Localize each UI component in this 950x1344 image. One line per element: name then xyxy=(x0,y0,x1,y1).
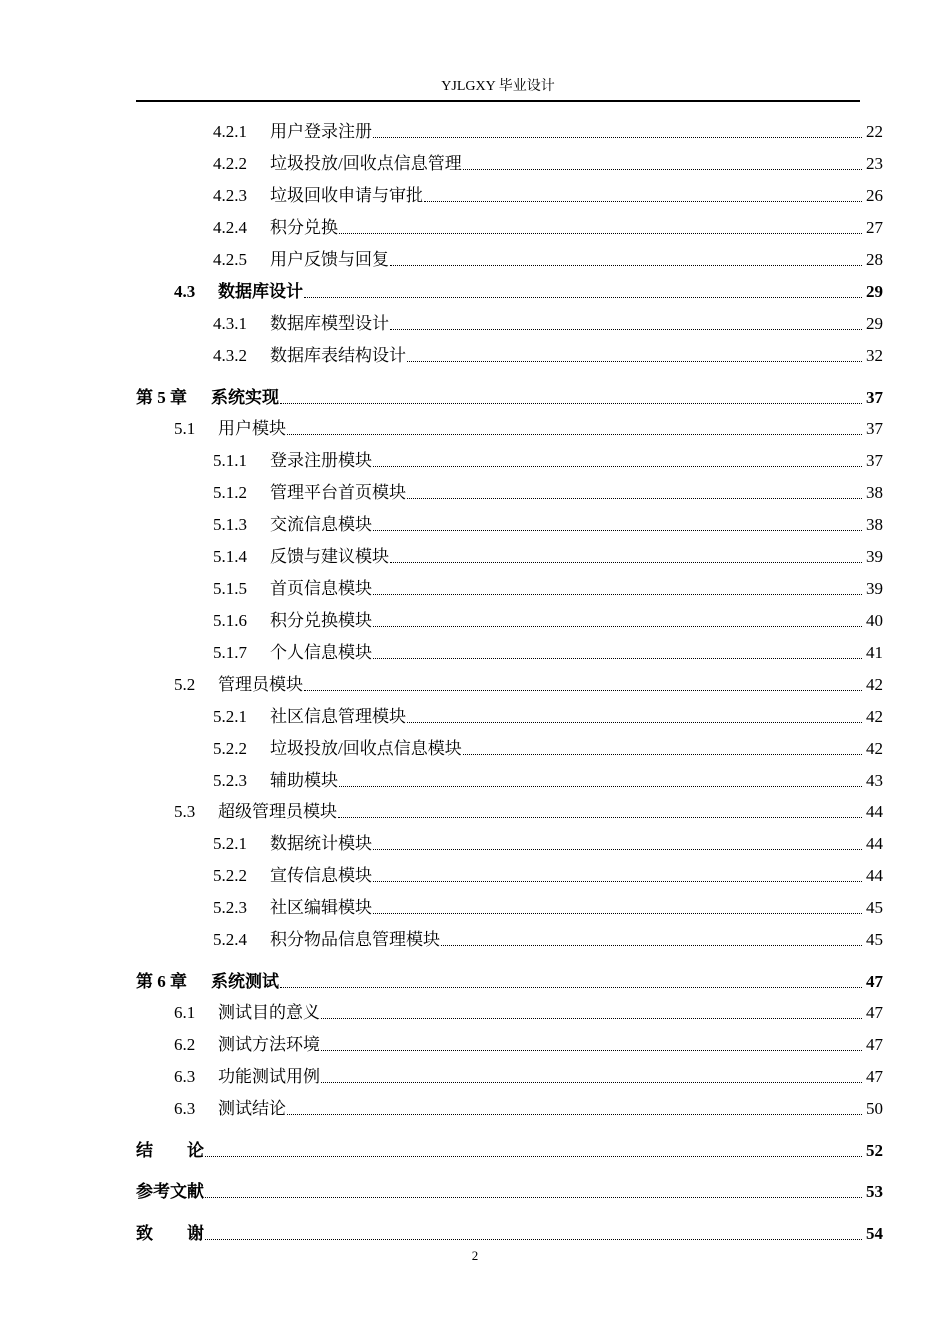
toc-dot-leader xyxy=(205,1156,862,1157)
toc-entry-title: 用户登录注册 xyxy=(270,122,372,141)
toc-dot-leader xyxy=(373,913,862,914)
toc-entry-number: 5.1.3 xyxy=(213,515,247,534)
toc-entry-number: 5.2.1 xyxy=(213,707,247,726)
toc-entry-page: 29 xyxy=(866,282,883,301)
toc-dot-leader xyxy=(407,361,862,362)
toc-entry[interactable] xyxy=(213,481,883,505)
toc-entry-page: 23 xyxy=(866,154,883,173)
toc-entry-page: 50 xyxy=(866,1099,883,1118)
toc-entry-page: 47 xyxy=(866,1067,883,1086)
page-header: YJLGXY 毕业设计 xyxy=(441,79,555,94)
toc-entry-title: 系统测试 xyxy=(211,972,279,991)
toc-dot-leader xyxy=(304,690,862,691)
toc-entry-number: 6.3 xyxy=(174,1099,196,1118)
toc-entry-title: 测试结论 xyxy=(218,1099,286,1118)
toc-dot-leader xyxy=(390,265,862,266)
toc-entry-page: 44 xyxy=(866,866,883,885)
toc-entry[interactable] xyxy=(174,800,883,824)
toc-entry-page: 29 xyxy=(866,314,883,333)
toc-dot-leader xyxy=(338,817,862,818)
toc-entry[interactable] xyxy=(213,344,883,368)
toc-entry-title: 垃圾投放/回收点信息管理 xyxy=(270,154,462,173)
toc-entry-number: 5.1.2 xyxy=(213,483,247,502)
toc-entry[interactable] xyxy=(136,1222,883,1246)
toc-dot-leader xyxy=(373,849,862,850)
toc-entry-title: 积分兑换 xyxy=(270,218,338,237)
toc-entry-page: 43 xyxy=(866,771,883,790)
toc-entry-page: 41 xyxy=(866,643,883,662)
toc-entry-number: 4.3 xyxy=(174,282,196,301)
toc-entry-number: 5.1.1 xyxy=(213,451,247,470)
header-rule xyxy=(136,100,860,102)
toc-dot-leader xyxy=(287,434,862,435)
toc-entry[interactable] xyxy=(213,609,883,633)
toc-dot-leader xyxy=(463,169,862,170)
toc-entry-title: 积分兑换模块 xyxy=(270,611,372,630)
toc-entry[interactable] xyxy=(213,705,883,729)
toc-entry[interactable] xyxy=(213,120,883,144)
toc-entry-title: 数据库设计 xyxy=(218,282,303,301)
toc-entry-page: 52 xyxy=(866,1141,883,1160)
toc-entry-title: 数据库表结构设计 xyxy=(270,346,406,365)
toc-entry[interactable] xyxy=(174,280,883,304)
toc-entry[interactable] xyxy=(213,545,883,569)
toc-entry-title: 垃圾回收申请与审批 xyxy=(270,186,423,205)
toc-dot-leader xyxy=(304,297,862,298)
toc-dot-leader xyxy=(373,530,862,531)
toc-entry-title: 参考文献 xyxy=(136,1182,204,1201)
toc-entry-page: 47 xyxy=(866,1035,883,1054)
toc-dot-leader xyxy=(373,626,862,627)
toc-entry-number: 5.2.3 xyxy=(213,771,247,790)
toc-entry[interactable] xyxy=(213,152,883,176)
toc-entry-page: 38 xyxy=(866,483,883,502)
toc-dot-leader xyxy=(407,498,862,499)
toc-entry-number: 4.2.4 xyxy=(213,218,247,237)
toc-entry-page: 44 xyxy=(866,834,883,853)
toc-entry[interactable] xyxy=(213,641,883,665)
toc-entry-page: 39 xyxy=(866,579,883,598)
toc-entry-title: 首页信息模块 xyxy=(270,579,372,598)
toc-entry-number: 5.2.3 xyxy=(213,898,247,917)
toc-entry-page: 37 xyxy=(866,419,883,438)
toc-dot-leader xyxy=(321,1082,862,1083)
toc-entry[interactable] xyxy=(174,1097,883,1121)
toc-entry-title: 用户反馈与回复 xyxy=(270,250,389,269)
toc-entry-title: 辅助模块 xyxy=(270,771,338,790)
toc-entry-number: 5.2.2 xyxy=(213,739,247,758)
toc-entry-title: 社区信息管理模块 xyxy=(270,707,406,726)
toc-entry-number: 5.2.2 xyxy=(213,866,247,885)
toc-dot-leader xyxy=(441,945,862,946)
toc-entry-page: 42 xyxy=(866,739,883,758)
toc-dot-leader xyxy=(205,1239,862,1240)
toc-entry-title: 系统实现 xyxy=(211,388,279,407)
toc-entry[interactable] xyxy=(213,248,883,272)
toc-entry-number: 5.2.4 xyxy=(213,930,247,949)
toc-entry-title: 登录注册模块 xyxy=(270,451,372,470)
toc-dot-leader xyxy=(339,786,862,787)
toc-entry[interactable] xyxy=(213,312,883,336)
toc-entry-page: 42 xyxy=(866,675,883,694)
toc-entry-number: 5.2 xyxy=(174,675,196,694)
toc-dot-leader xyxy=(424,201,862,202)
toc-entry[interactable] xyxy=(136,1139,883,1163)
toc-entry[interactable] xyxy=(213,864,883,888)
toc-entry-title: 用户模块 xyxy=(218,419,286,438)
toc-entry-page: 28 xyxy=(866,250,883,269)
toc-entry[interactable] xyxy=(213,513,883,537)
toc-entry-page: 53 xyxy=(866,1182,883,1201)
toc-dot-leader xyxy=(407,722,862,723)
toc-entry-number: 5.1.7 xyxy=(213,643,247,662)
toc-entry-title: 社区编辑模块 xyxy=(270,898,372,917)
toc-dot-leader xyxy=(373,466,862,467)
toc-entry-title: 测试方法环境 xyxy=(218,1035,320,1054)
toc-entry-title: 测试目的意义 xyxy=(218,1003,320,1022)
toc-dot-leader xyxy=(280,403,862,404)
toc-entry-page: 44 xyxy=(866,802,883,821)
toc-entry-title: 管理员模块 xyxy=(218,675,303,694)
toc-entry-title: 结 论 xyxy=(136,1141,204,1160)
toc-entry-title: 致 谢 xyxy=(136,1224,204,1243)
toc-entry[interactable] xyxy=(213,216,883,240)
toc-entry-title: 数据库模型设计 xyxy=(270,314,389,333)
toc-entry-page: 32 xyxy=(866,346,883,365)
toc-entry-number: 5.1.6 xyxy=(213,611,247,630)
toc-entry-page: 26 xyxy=(866,186,883,205)
toc-entry-page: 40 xyxy=(866,611,883,630)
toc-entry[interactable] xyxy=(174,417,883,441)
toc-entry[interactable] xyxy=(213,832,883,856)
page-number: 2 xyxy=(471,1248,479,1263)
toc-dot-leader xyxy=(287,1114,862,1115)
toc-entry[interactable] xyxy=(213,449,883,473)
toc-entry-title: 垃圾投放/回收点信息模块 xyxy=(270,739,462,758)
toc-entry[interactable] xyxy=(136,970,883,994)
toc-entry-title: 数据统计模块 xyxy=(270,834,372,853)
toc-entry[interactable] xyxy=(213,184,883,208)
toc-entry-title: 功能测试用例 xyxy=(218,1067,320,1086)
toc-entry-number: 4.2.1 xyxy=(213,122,247,141)
toc-entry-number: 5.3 xyxy=(174,802,196,821)
toc-dot-leader xyxy=(463,754,862,755)
toc-dot-leader xyxy=(390,329,862,330)
toc-entry-page: 37 xyxy=(866,388,883,407)
toc-entry-number: 5.1.4 xyxy=(213,547,247,566)
toc-entry-page: 42 xyxy=(866,707,883,726)
toc-entry[interactable] xyxy=(213,737,883,761)
toc-entry-number: 4.3.2 xyxy=(213,346,247,365)
toc-dot-leader xyxy=(390,562,862,563)
toc-entry[interactable] xyxy=(213,896,883,920)
toc-entry-page: 27 xyxy=(866,218,883,237)
toc-entry[interactable] xyxy=(136,1180,883,1204)
toc-entry[interactable] xyxy=(174,1033,883,1057)
toc-entry-title: 宣传信息模块 xyxy=(270,866,372,885)
toc-dot-leader xyxy=(373,881,862,882)
toc-entry-title: 积分物品信息管理模块 xyxy=(270,930,440,949)
toc-entry[interactable] xyxy=(213,928,883,952)
toc-dot-leader xyxy=(205,1197,862,1198)
toc-entry-number: 6.1 xyxy=(174,1003,196,1022)
toc-entry[interactable] xyxy=(174,1065,883,1089)
toc-dot-leader xyxy=(280,987,862,988)
toc-entry[interactable] xyxy=(174,1001,883,1025)
toc-dot-leader xyxy=(339,233,862,234)
toc-entry-page: 47 xyxy=(866,972,883,991)
toc-entry-page: 38 xyxy=(866,515,883,534)
toc-entry-page: 39 xyxy=(866,547,883,566)
toc-entry-number: 5.2.1 xyxy=(213,834,247,853)
toc-dot-leader xyxy=(373,658,862,659)
toc-entry-page: 22 xyxy=(866,122,883,141)
toc-entry[interactable] xyxy=(213,577,883,601)
toc-entry-number: 4.2.5 xyxy=(213,250,247,269)
toc-entry-title: 超级管理员模块 xyxy=(218,802,337,821)
toc-entry[interactable] xyxy=(174,673,883,697)
toc-dot-leader xyxy=(373,137,862,138)
toc-entry[interactable] xyxy=(136,386,883,410)
toc-dot-leader xyxy=(321,1018,862,1019)
toc-entry-page: 54 xyxy=(866,1224,883,1243)
toc-entry-number: 4.3.1 xyxy=(213,314,247,333)
toc-entry-number: 第 5 章 xyxy=(136,388,187,407)
toc-entry-page: 45 xyxy=(866,930,883,949)
toc-entry-page: 47 xyxy=(866,1003,883,1022)
toc-dot-leader xyxy=(373,594,862,595)
toc-entry-title: 交流信息模块 xyxy=(270,515,372,534)
toc-entry-number: 6.3 xyxy=(174,1067,196,1086)
toc-entry-number: 6.2 xyxy=(174,1035,196,1054)
toc-entry-title: 管理平台首页模块 xyxy=(270,483,406,502)
toc-entry-number: 4.2.3 xyxy=(213,186,247,205)
toc-entry-page: 37 xyxy=(866,451,883,470)
toc-entry-number: 5.1 xyxy=(174,419,196,438)
toc-entry-title: 反馈与建议模块 xyxy=(270,547,389,566)
toc-entry-title: 个人信息模块 xyxy=(270,643,372,662)
toc-entry-number: 5.1.5 xyxy=(213,579,247,598)
toc-entry-number: 4.2.2 xyxy=(213,154,247,173)
toc-dot-leader xyxy=(321,1050,862,1051)
toc-entry[interactable] xyxy=(213,769,883,793)
toc-entry-number: 第 6 章 xyxy=(136,972,187,991)
toc-entry-page: 45 xyxy=(866,898,883,917)
